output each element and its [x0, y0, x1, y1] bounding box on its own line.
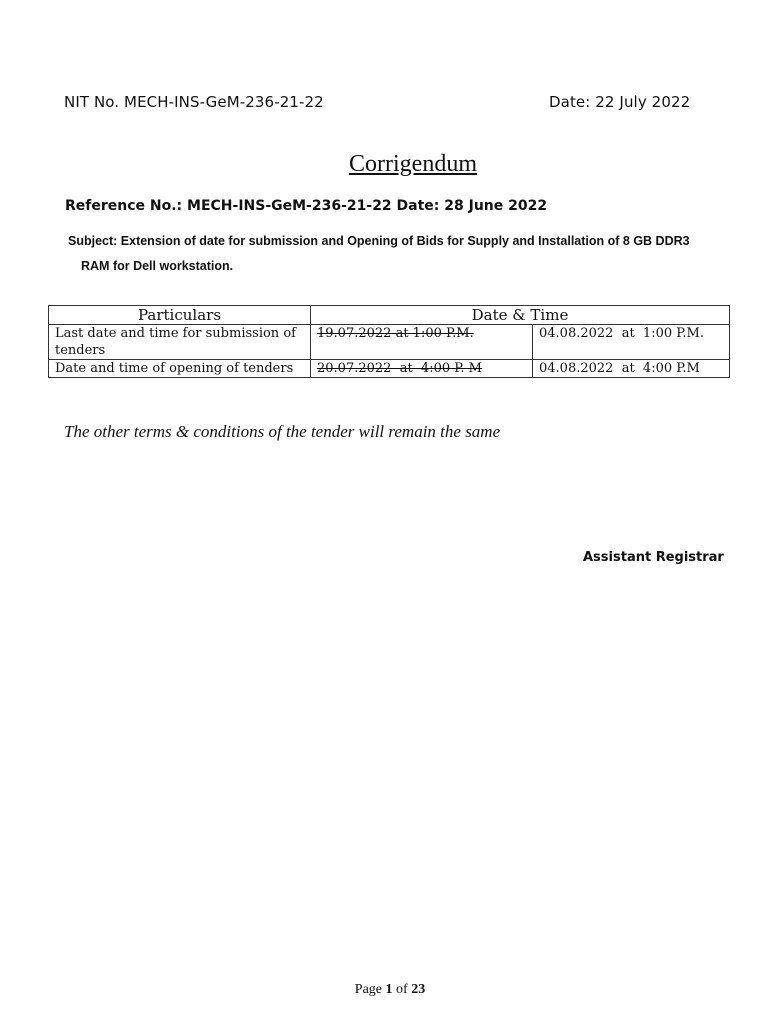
row-old-date: 19.07.2022 at 1:00 P.M. [311, 325, 533, 360]
row-particular: Date and time of opening of tenders [49, 360, 311, 378]
page-prefix: Page [354, 982, 386, 997]
reference-line: Reference No.: MECH-INS-GeM-236-21-22 Date: 28 June 2022 [65, 198, 548, 214]
notice-date: Date: 22 July 2022 [549, 93, 691, 111]
page-total: 23 [411, 982, 426, 997]
page-number: 1 [385, 982, 393, 997]
row-particular: Last date and time for submission of tenders [49, 325, 311, 360]
date-change-table [48, 305, 730, 378]
header-date-time: Date & Time [311, 306, 730, 325]
table-row [49, 360, 730, 378]
table-row [49, 325, 730, 360]
subject-line-2: RAM for Dell workstation. [81, 259, 234, 273]
other-terms-note: The other terms & conditions of the tender will remain the same [64, 422, 501, 441]
signatory: Assistant Registrar [583, 550, 724, 565]
document-title: Corrigendum [349, 151, 477, 177]
table-header-row [49, 306, 730, 325]
page-footer [0, 982, 770, 998]
row-old-date: 20.07.2022 at 4:00 P. M [311, 360, 533, 378]
header-particulars: Particulars [49, 306, 311, 325]
nit-number: NIT No. MECH-INS-GeM-236-21-22 [64, 93, 324, 111]
page-of: of [392, 982, 412, 997]
subject-line-1: Subject: Extension of date for submission and Opening of Bids for Supply and Installation of 8 GB DDR3 [68, 234, 690, 248]
row-new-date: 04.08.2022 at 4:00 P.M [533, 360, 730, 378]
row-new-date: 04.08.2022 at 1:00 P.M. [533, 325, 730, 360]
